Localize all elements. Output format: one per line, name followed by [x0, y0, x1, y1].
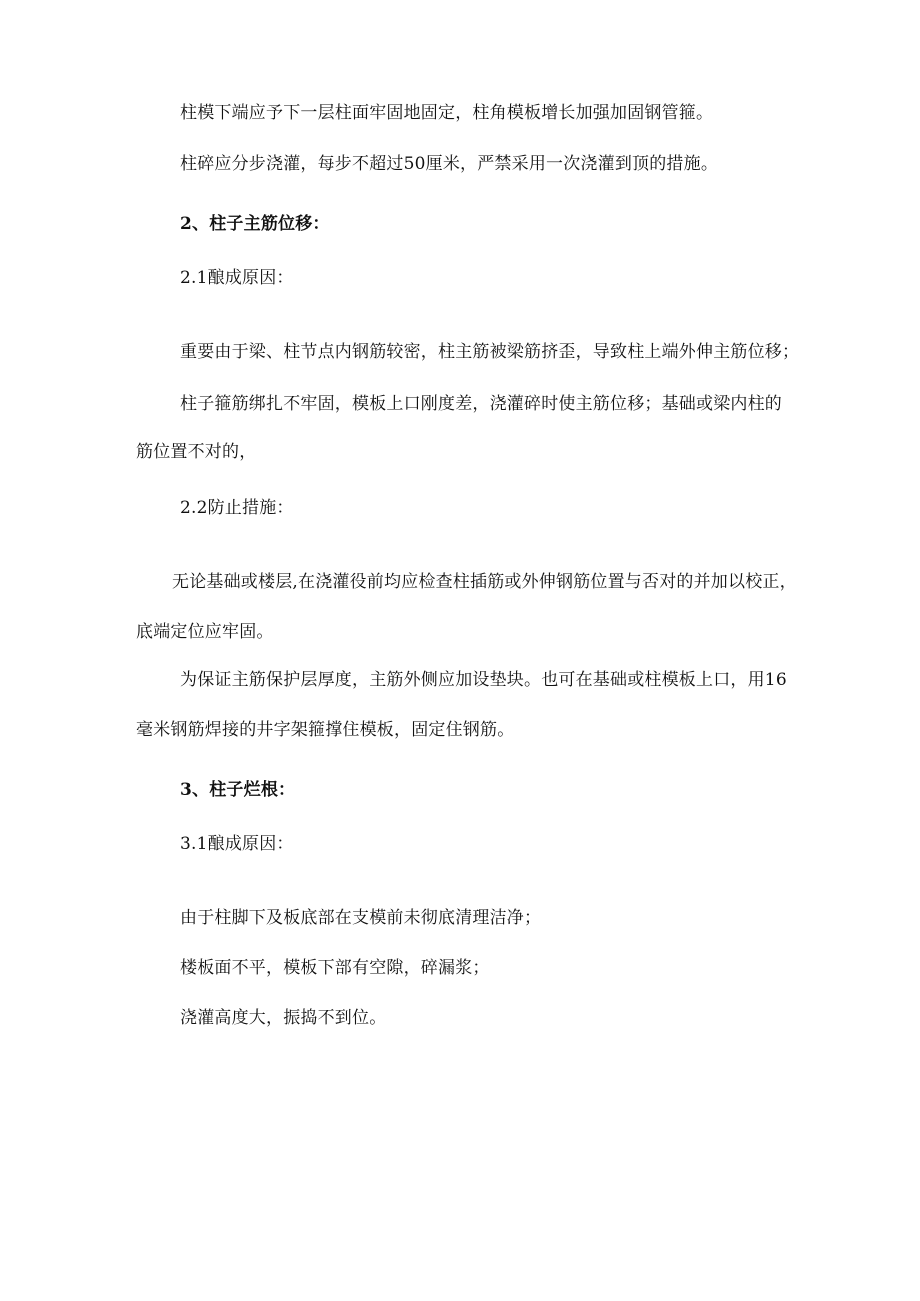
- paragraph-line: 为保证主筋保护层厚度，主筋外侧应加设垫块。也可在基础或柱模板上口，用16: [180, 670, 787, 690]
- paragraph-line: 楼板面不平，模板下部有空隙，碎漏浆；: [180, 958, 490, 978]
- paragraph-line: 柱碎应分步浇灌，每步不超过50厘米，严禁采用一次浇灌到顶的措施。: [180, 154, 719, 174]
- paragraph-line: 由于柱脚下及板底部在支模前未彻底清理洁净；: [180, 908, 542, 928]
- paragraph-line: 柱模下端应予下一层柱面牢固地固定，柱角模板增长加强加固钢管箍。: [180, 103, 714, 123]
- paragraph-line: 重要由于梁、柱节点内钢筋较密，柱主筋被梁筋挤歪，导致柱上端外伸主筋位移；: [180, 342, 800, 362]
- paragraph-line: 浇灌高度大，振捣不到位。: [180, 1008, 387, 1028]
- paragraph-line: 无论基础或楼层,在浇灌役前均应检查柱插筋或外伸钢筋位置与否对的并加以校正，: [172, 572, 797, 592]
- section-heading: 2、柱子主筋位移：: [180, 214, 330, 234]
- paragraph-line: 柱子箍筋绑扎不牢固，模板上口刚度差，浇灌碎时使主筋位移；基础或梁内柱的: [180, 394, 782, 414]
- section-heading: 3、柱子烂根：: [180, 780, 296, 800]
- subsection-heading: 2.2防止措施：: [180, 498, 294, 518]
- paragraph-line: 筋位置不对的，: [136, 442, 257, 462]
- paragraph-line: 毫米钢筋焊接的井字架箍撑住模板，固定住钢筋。: [136, 720, 515, 740]
- subsection-heading: 2.1酿成原因：: [180, 268, 294, 288]
- subsection-heading: 3.1酿成原因：: [180, 834, 294, 854]
- paragraph-line: 底端定位应牢固。: [136, 622, 274, 642]
